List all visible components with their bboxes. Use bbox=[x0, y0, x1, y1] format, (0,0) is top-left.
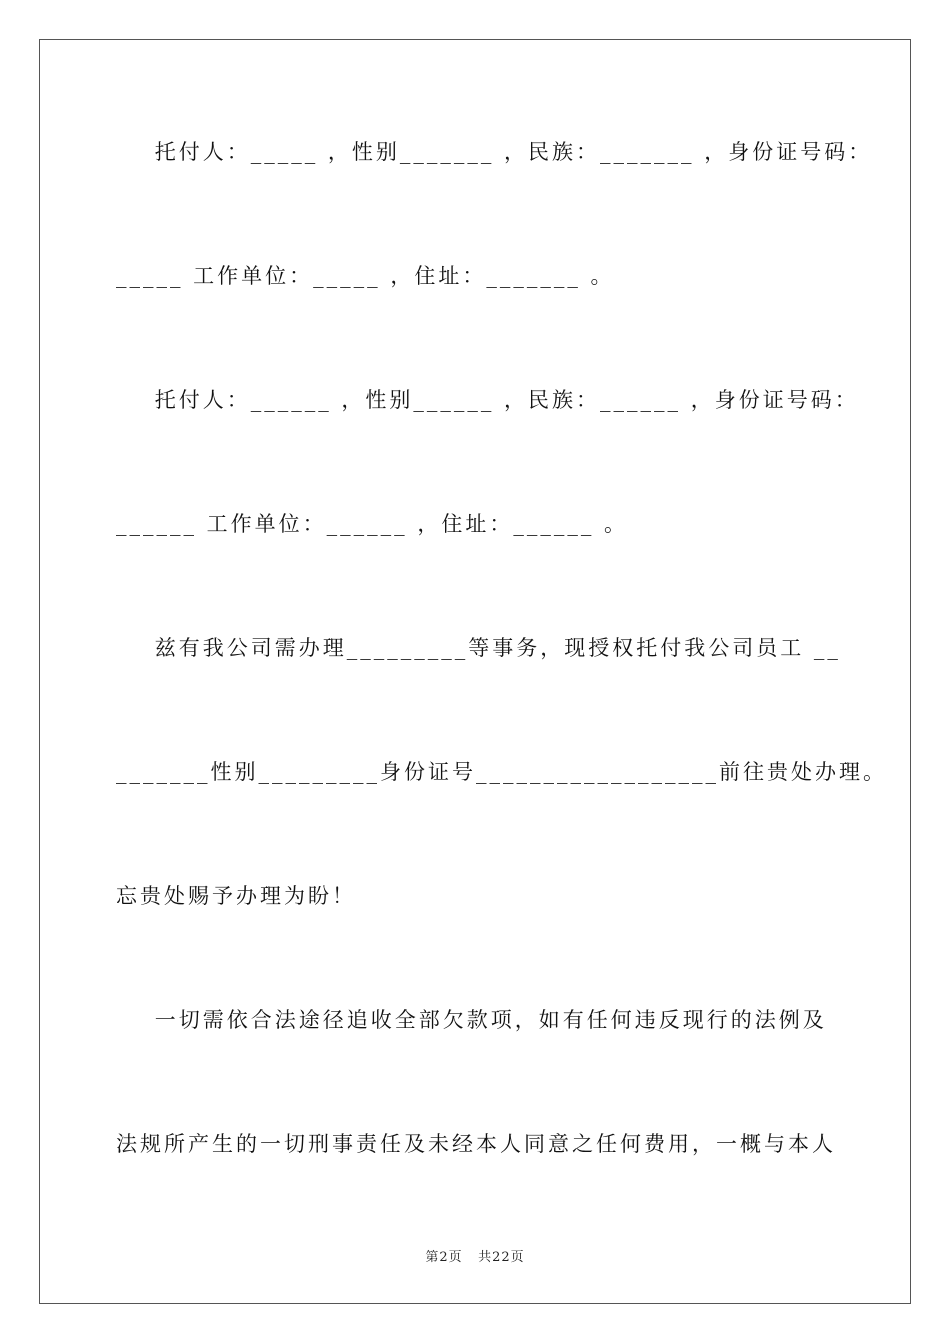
page-footer bbox=[0, 1246, 950, 1265]
text-line: ______ 工作单位：______ ，住址：______ 。 bbox=[116, 512, 629, 536]
text-line: 托付人：_____ ，性别_______ ，民族：_______ ，身份证号码： bbox=[116, 140, 873, 164]
text-line: 一切需依合法途径追收全部欠款项，如有任何违反现行的法例及 bbox=[116, 1008, 827, 1032]
text-line: 法规所产生的一切刑事责任及未经本人同意之任何费用，一概与本人 bbox=[116, 1132, 836, 1156]
text-line: 托付人：______ ，性别______ ，民族：______ ，身份证号码： bbox=[116, 388, 859, 412]
text-line: 兹有我公司需办理_________等事务，现授权托付我公司员工 __ bbox=[116, 636, 841, 660]
page-total: 共22页 bbox=[478, 1250, 525, 1265]
page-number: 第2页 bbox=[425, 1250, 463, 1265]
page-frame bbox=[39, 39, 911, 1304]
text-line: _____ 工作单位：_____ ，住址：_______ 。 bbox=[116, 264, 615, 288]
text-line: 忘贵处赐予办理为盼！ bbox=[116, 884, 356, 908]
text-line: _______性别_________身份证号__________________前往贵处办理。 bbox=[116, 760, 887, 784]
